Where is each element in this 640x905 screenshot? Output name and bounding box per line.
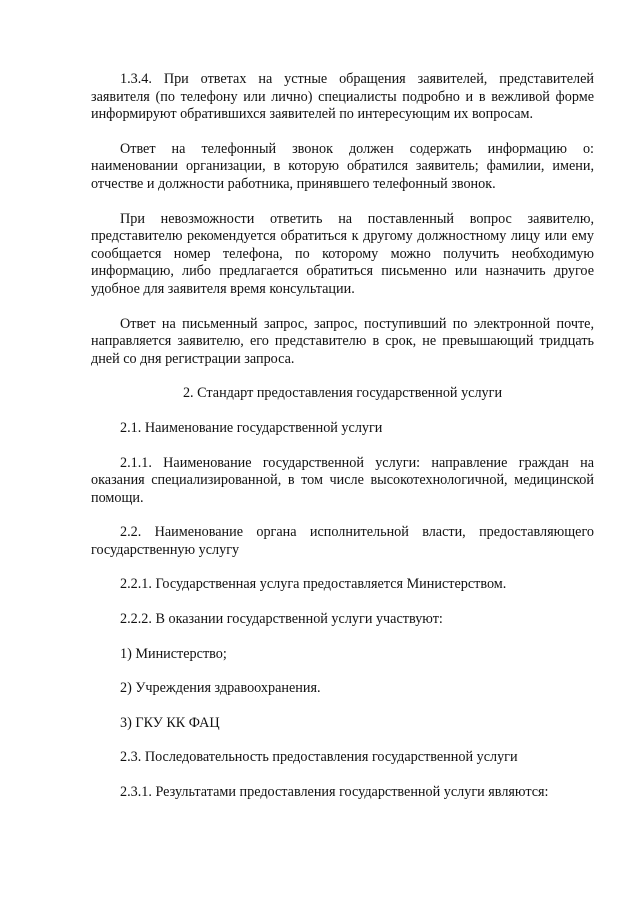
list-item-2: 2) Учреждения здравоохранения. (120, 680, 321, 697)
paragraph-2-3: 2.3. Последовательность предоставления государственной услуги (120, 749, 518, 766)
list-item-1: 1) Министерство; (120, 645, 227, 662)
paragraph-2-2: 2.2. Наименование органа исполнительной власти, предоставляющего государственную услугу (91, 524, 594, 558)
paragraph-2-2-2: 2.2.2. В оказании государственной услуги участвуют: (120, 611, 443, 628)
paragraph-2-3-1: 2.3.1. Результатами предоставления государственной услуги являются: (120, 784, 549, 801)
paragraph-written-request: Ответ на письменный запрос, запрос, поступивший по электронной почте, направляется заявителю, его представителю в срок, не превышающий тридцать дней со дня регистрации запроса. (91, 315, 594, 367)
section-heading-2: 2. Стандарт предоставления государственной услуги (182, 385, 503, 402)
paragraph-2-2-1: 2.2.1. Государственная услуга предоставляется Министерством. (120, 576, 507, 593)
paragraph-2-1-1: 2.1.1. Наименование государственной услуги: направление граждан на оказания специализированной, в том числе высокотехнологичной, медицинской помощи. (91, 454, 594, 506)
paragraph-phone-answer: Ответ на телефонный звонок должен содержать информацию о: наименовании организации, в которую обратился заявитель; фамилии, имени, отчестве и должности работника, принявшего телефонный звонок. (91, 140, 594, 192)
document-page (91, 71, 594, 819)
paragraph-unable-to-answer: При невозможности ответить на поставленный вопрос заявителю, представителю рекомендуется обратиться к другому должностному лицу или ему сообщается номер телефона, по которому можно получить необходимую информацию, либо предлагается обратиться письменно или назначить другое удобное для заявителя время консультации. (91, 210, 594, 297)
paragraph-2-1: 2.1. Наименование государственной услуги (120, 419, 383, 436)
paragraph-1-3-4: 1.3.4. При ответах на устные обращения заявителей, представителей заявителя (по телефону или лично) специалисты подробно и в вежливой форме информируют обратившихся заявителей по интересующим их вопросам. (91, 71, 594, 123)
list-item-3: 3) ГКУ КК ФАЦ (120, 714, 220, 731)
